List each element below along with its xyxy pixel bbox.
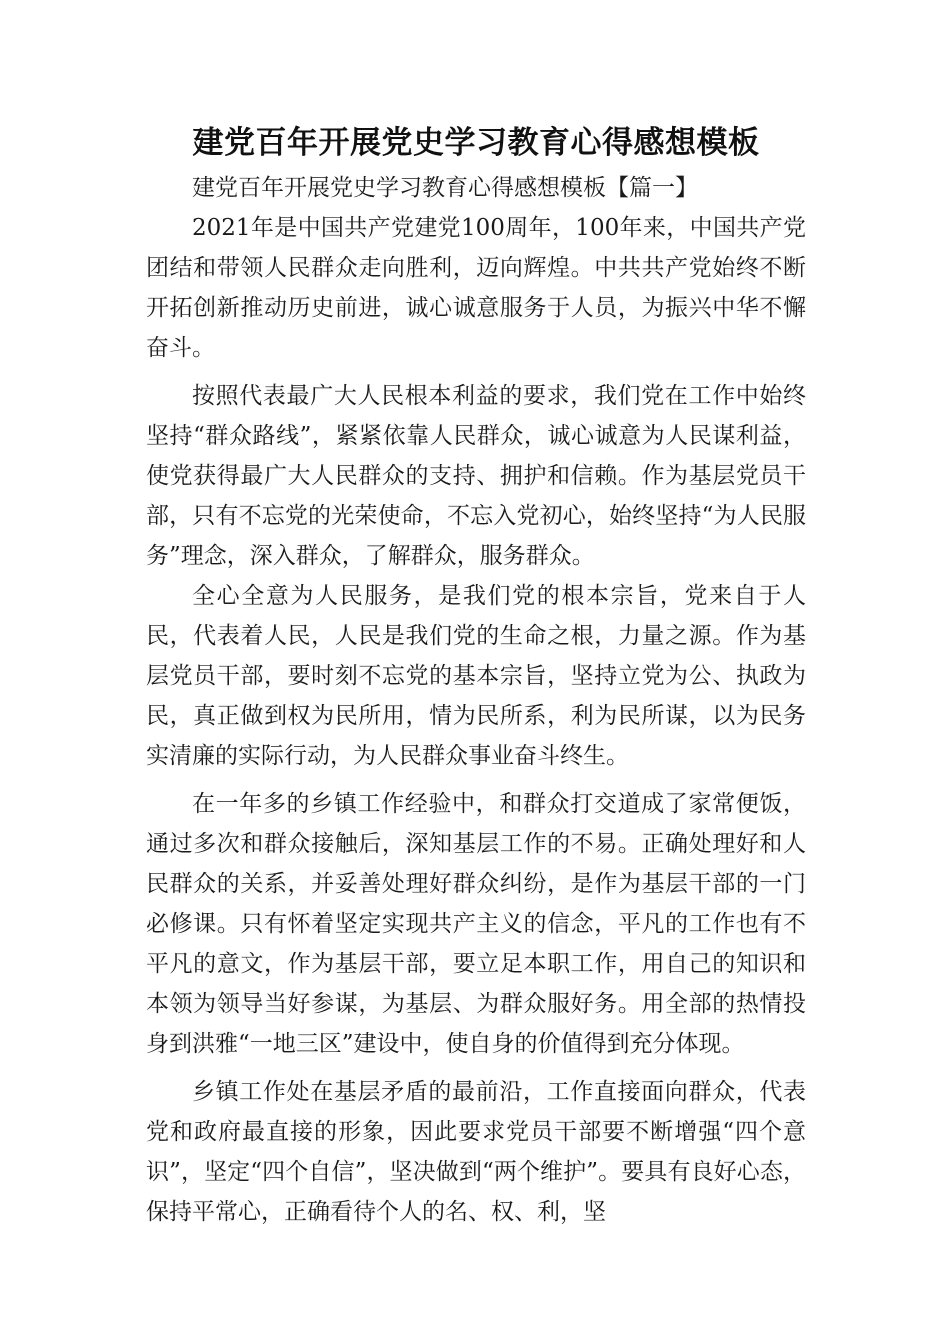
paragraph-5: 乡镇工作处在基层矛盾的最前沿，工作直接面向群众，代表党和政府最直接的形象，因此要求党员干部要不断增强“四个意识”，坚定“四个自信”，坚决做到“两个维护”。要具有良好心态，保持平常心，正确看待个人的名、权、利，坚 — [146, 1079, 806, 1225]
paragraph-2: 按照代表最广大人民根本利益的要求，我们党在工作中始终坚持“群众路线”，紧紧依靠人民群众，诚心诚意为人民谋利益，使党获得最广大人民群众的支持、拥护和信赖。作为基层党员干部，只有不忘党的光荣使命，不忘入党初心，始终坚持“为人民服务”理念，深入群众，了解群众，服务群众。 — [146, 383, 806, 569]
paragraph-1: 2021年是中国共产党建党100周年，100年来，中国共产党团结和带领人民群众走向胜利，迈向辉煌。中共共产党始终不断开拓创新推动历史前进，诚心诚意服务于人员，为振兴中华不懈奋斗。 — [146, 215, 806, 361]
section-heading: 建党百年开展党史学习教育心得感想模板【篇一】 — [192, 175, 698, 201]
document-title: 建党百年开展党史学习教育心得感想模板 — [192, 125, 760, 161]
paragraph-4: 在一年多的乡镇工作经验中，和群众打交道成了家常便饭，通过多次和群众接触后，深知基层工作的不易。正确处理好和人民群众的关系，并妥善处理好群众纠纷，是作为基层干部的一门必修课。只有怀着坚定实现共产主义的信念，平凡的工作也有不平凡的意文，作为基层干部，要立足本职工作，用自己的知识和本领为领导当好参谋，为基层、为群众服好务。用全部的热情投身到洪雅“一地三区”建设中，使自身的价值得到充分体现。 — [146, 791, 806, 1057]
document-page — [146, 0, 806, 1232]
paragraph-3: 全心全意为人民服务，是我们党的根本宗旨，党来自于人民，代表着人民，人民是我们党的生命之根，力量之源。作为基层党员干部，要时刻不忘党的基本宗旨，坚持立党为公、执政为民，真正做到权为民所用，情为民所系，利为民所谋，以为民务实清廉的实际行动，为人民群众事业奋斗终生。 — [146, 583, 806, 769]
